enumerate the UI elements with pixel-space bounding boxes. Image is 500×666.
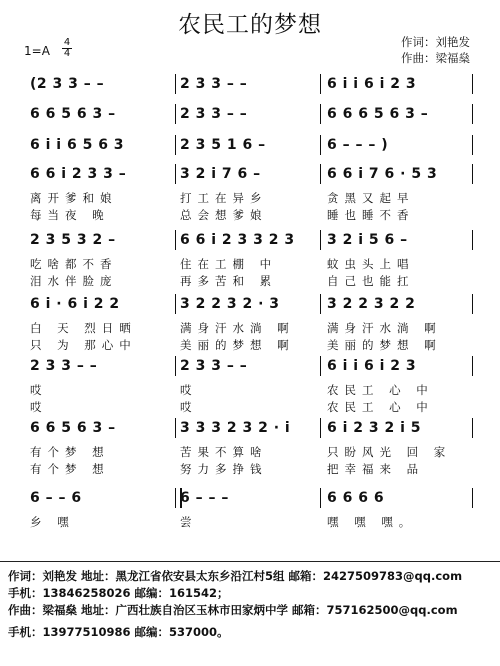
meter-bottom: 4 — [63, 48, 71, 59]
lyric-line: 哎 — [180, 400, 198, 414]
measure-notes: 6 i 2 3 2 i 5 — [327, 420, 422, 436]
barline — [472, 74, 473, 94]
barline — [472, 294, 473, 314]
measure-notes: 6 6 5 6 3 – — [30, 106, 116, 122]
credits — [401, 34, 470, 66]
lyric-line: 再多苦和 累 — [180, 274, 278, 288]
measure-notes: 3 3 3 2 3 2 · i — [180, 420, 291, 436]
lyric-line: 有个梦 想 — [30, 462, 110, 476]
lyric-line: 泪水伴脸庞 — [30, 274, 118, 288]
lyricist-credit: 作词：刘艳发 — [401, 35, 470, 49]
score-row — [0, 490, 500, 529]
measure-notes: 2 3 3 – – — [180, 358, 248, 374]
key-signature: 1=A — [24, 44, 50, 58]
lyric-line: 满身汗水淌 啊 — [327, 321, 442, 335]
barline — [472, 104, 473, 124]
measure-notes: 2 3 5 3 2 – — [30, 232, 116, 248]
measure-notes: 6 6 6 5 6 3 – — [327, 106, 429, 122]
footer-line-1: 作词：刘艳发 地址：黑龙江省依安县太东乡沿江村5组 邮箱：2427509783@qq.com — [8, 569, 463, 583]
score-row — [0, 420, 500, 476]
lyric-line: 农民工 心 中 — [327, 400, 434, 414]
measure-notes: 6 – – 6 — [30, 490, 82, 506]
lyric-line: 乡 嘿 — [30, 515, 75, 529]
measure-notes: 6 6 i 2 3 3 2 3 — [180, 232, 295, 248]
measure-notes: 6 6 6 6 — [327, 490, 385, 506]
score-row — [0, 166, 500, 222]
barline — [320, 104, 321, 124]
lyric-line: 美丽的梦想 啊 — [327, 338, 442, 352]
page-title: 农民工的梦想 — [178, 12, 322, 38]
measure-notes: (2 3 3 – – — [30, 76, 105, 92]
barline — [175, 164, 176, 184]
barline — [472, 418, 473, 438]
measure-notes: 6 6 5 6 3 – — [30, 420, 116, 436]
lyric-line: 睡也睡不香 — [327, 208, 415, 222]
lyric-line: 嘿 嘿 嘿。 — [327, 515, 417, 529]
barline — [472, 230, 473, 250]
lyric-line: 蚊虫头上唱 — [327, 257, 415, 271]
barline — [175, 418, 176, 438]
lyric-line: 哎 — [30, 383, 48, 397]
lyric-line: 自己也能扛 — [327, 274, 415, 288]
score-row — [0, 232, 500, 288]
lyric-line: 农民工 心 中 — [327, 383, 434, 397]
measure-notes: 3 2 2 3 2 2 — [327, 296, 416, 312]
score-row — [0, 358, 500, 414]
measure-notes: 6 i i 6 5 6 3 — [30, 137, 125, 153]
score-row — [0, 76, 500, 96]
barline — [320, 356, 321, 376]
measure-notes: 3 2 i 7 6 – — [180, 166, 261, 182]
barline — [175, 356, 176, 376]
lyric-line: 白 天 烈日晒 — [30, 321, 137, 335]
measure-notes: 6 i · 6 i 2 2 — [30, 296, 120, 312]
barline — [320, 488, 321, 508]
meter-top: 4 — [63, 37, 71, 48]
time-signature — [62, 38, 72, 59]
barline — [472, 164, 473, 184]
measure-notes: 6 6 i 7 6 · 5 3 — [327, 166, 438, 182]
composer-credit: 作曲：梁福燊 — [401, 51, 470, 65]
barline — [175, 135, 176, 155]
lyric-line: 满身汗水淌 啊 — [180, 321, 295, 335]
barline — [472, 135, 473, 155]
lyric-line: 苦果不算啥 — [180, 445, 268, 459]
barline — [320, 294, 321, 314]
lyric-line: 把幸福来 品 — [327, 462, 425, 476]
measure-notes: 2 3 3 – – — [180, 76, 248, 92]
measure-notes: 6 – – – — [180, 490, 229, 506]
score-row — [0, 137, 500, 157]
lyric-line: 只盼风光 回 家 — [327, 445, 452, 459]
barline — [320, 418, 321, 438]
measure-notes: 6 i i 6 i 2 3 — [327, 76, 417, 92]
footer-line-2: 手机：13846258026 邮编：161542； — [8, 586, 229, 600]
lyric-line: 哎 — [180, 383, 198, 397]
footer-line-4: 手机：13977510986 邮编：537000。 — [8, 625, 229, 639]
measure-notes: 6 i i 6 i 2 3 — [327, 358, 417, 374]
lyric-line: 努力多挣钱 — [180, 462, 268, 476]
barline — [175, 294, 176, 314]
barline — [175, 104, 176, 124]
barline — [175, 230, 176, 250]
lyric-line: 吃啥都不香 — [30, 257, 118, 271]
score-row — [0, 106, 500, 126]
measure-notes: 3 2 2 3 2 · 3 — [180, 296, 280, 312]
measure-notes: 2 3 3 – – — [180, 106, 248, 122]
lyric-line: 尝 — [180, 515, 198, 529]
lyric-line: 只 为 那心中 — [30, 338, 137, 352]
footer-divider — [0, 561, 500, 562]
lyric-line: 有个梦 想 — [30, 445, 110, 459]
lyric-line: 总会想爹娘 — [180, 208, 268, 222]
measure-notes: 3 2 i 5 6 – — [327, 232, 408, 248]
barline — [175, 74, 176, 94]
barline — [320, 135, 321, 155]
barline — [320, 230, 321, 250]
lyric-line: 住在工棚 中 — [180, 257, 278, 271]
measure-notes: 6 6 i 2 3 3 – — [30, 166, 127, 182]
score-row — [0, 296, 500, 352]
barline — [472, 356, 473, 376]
lyric-line: 哎 — [30, 400, 48, 414]
footer-line-3: 作曲：梁福燊 地址：广西壮族自治区玉林市田家炳中学 邮箱：757162500@qq.com — [8, 603, 458, 617]
lyric-line: 离开爹和娘 — [30, 191, 118, 205]
barline — [320, 74, 321, 94]
repeat-barline — [175, 488, 182, 508]
barline — [320, 164, 321, 184]
lyric-line: 每当夜 晚 — [30, 208, 110, 222]
lyric-line: 贪黑又起早 — [327, 191, 415, 205]
measure-notes: 2 3 3 – – — [30, 358, 98, 374]
lyric-line: 美丽的梦想 啊 — [180, 338, 295, 352]
lyric-line: 打工在异乡 — [180, 191, 268, 205]
measure-notes: 2 3 5 1 6 – — [180, 137, 266, 153]
measure-notes: 6 – – – ) — [327, 137, 389, 153]
barline — [472, 488, 473, 508]
